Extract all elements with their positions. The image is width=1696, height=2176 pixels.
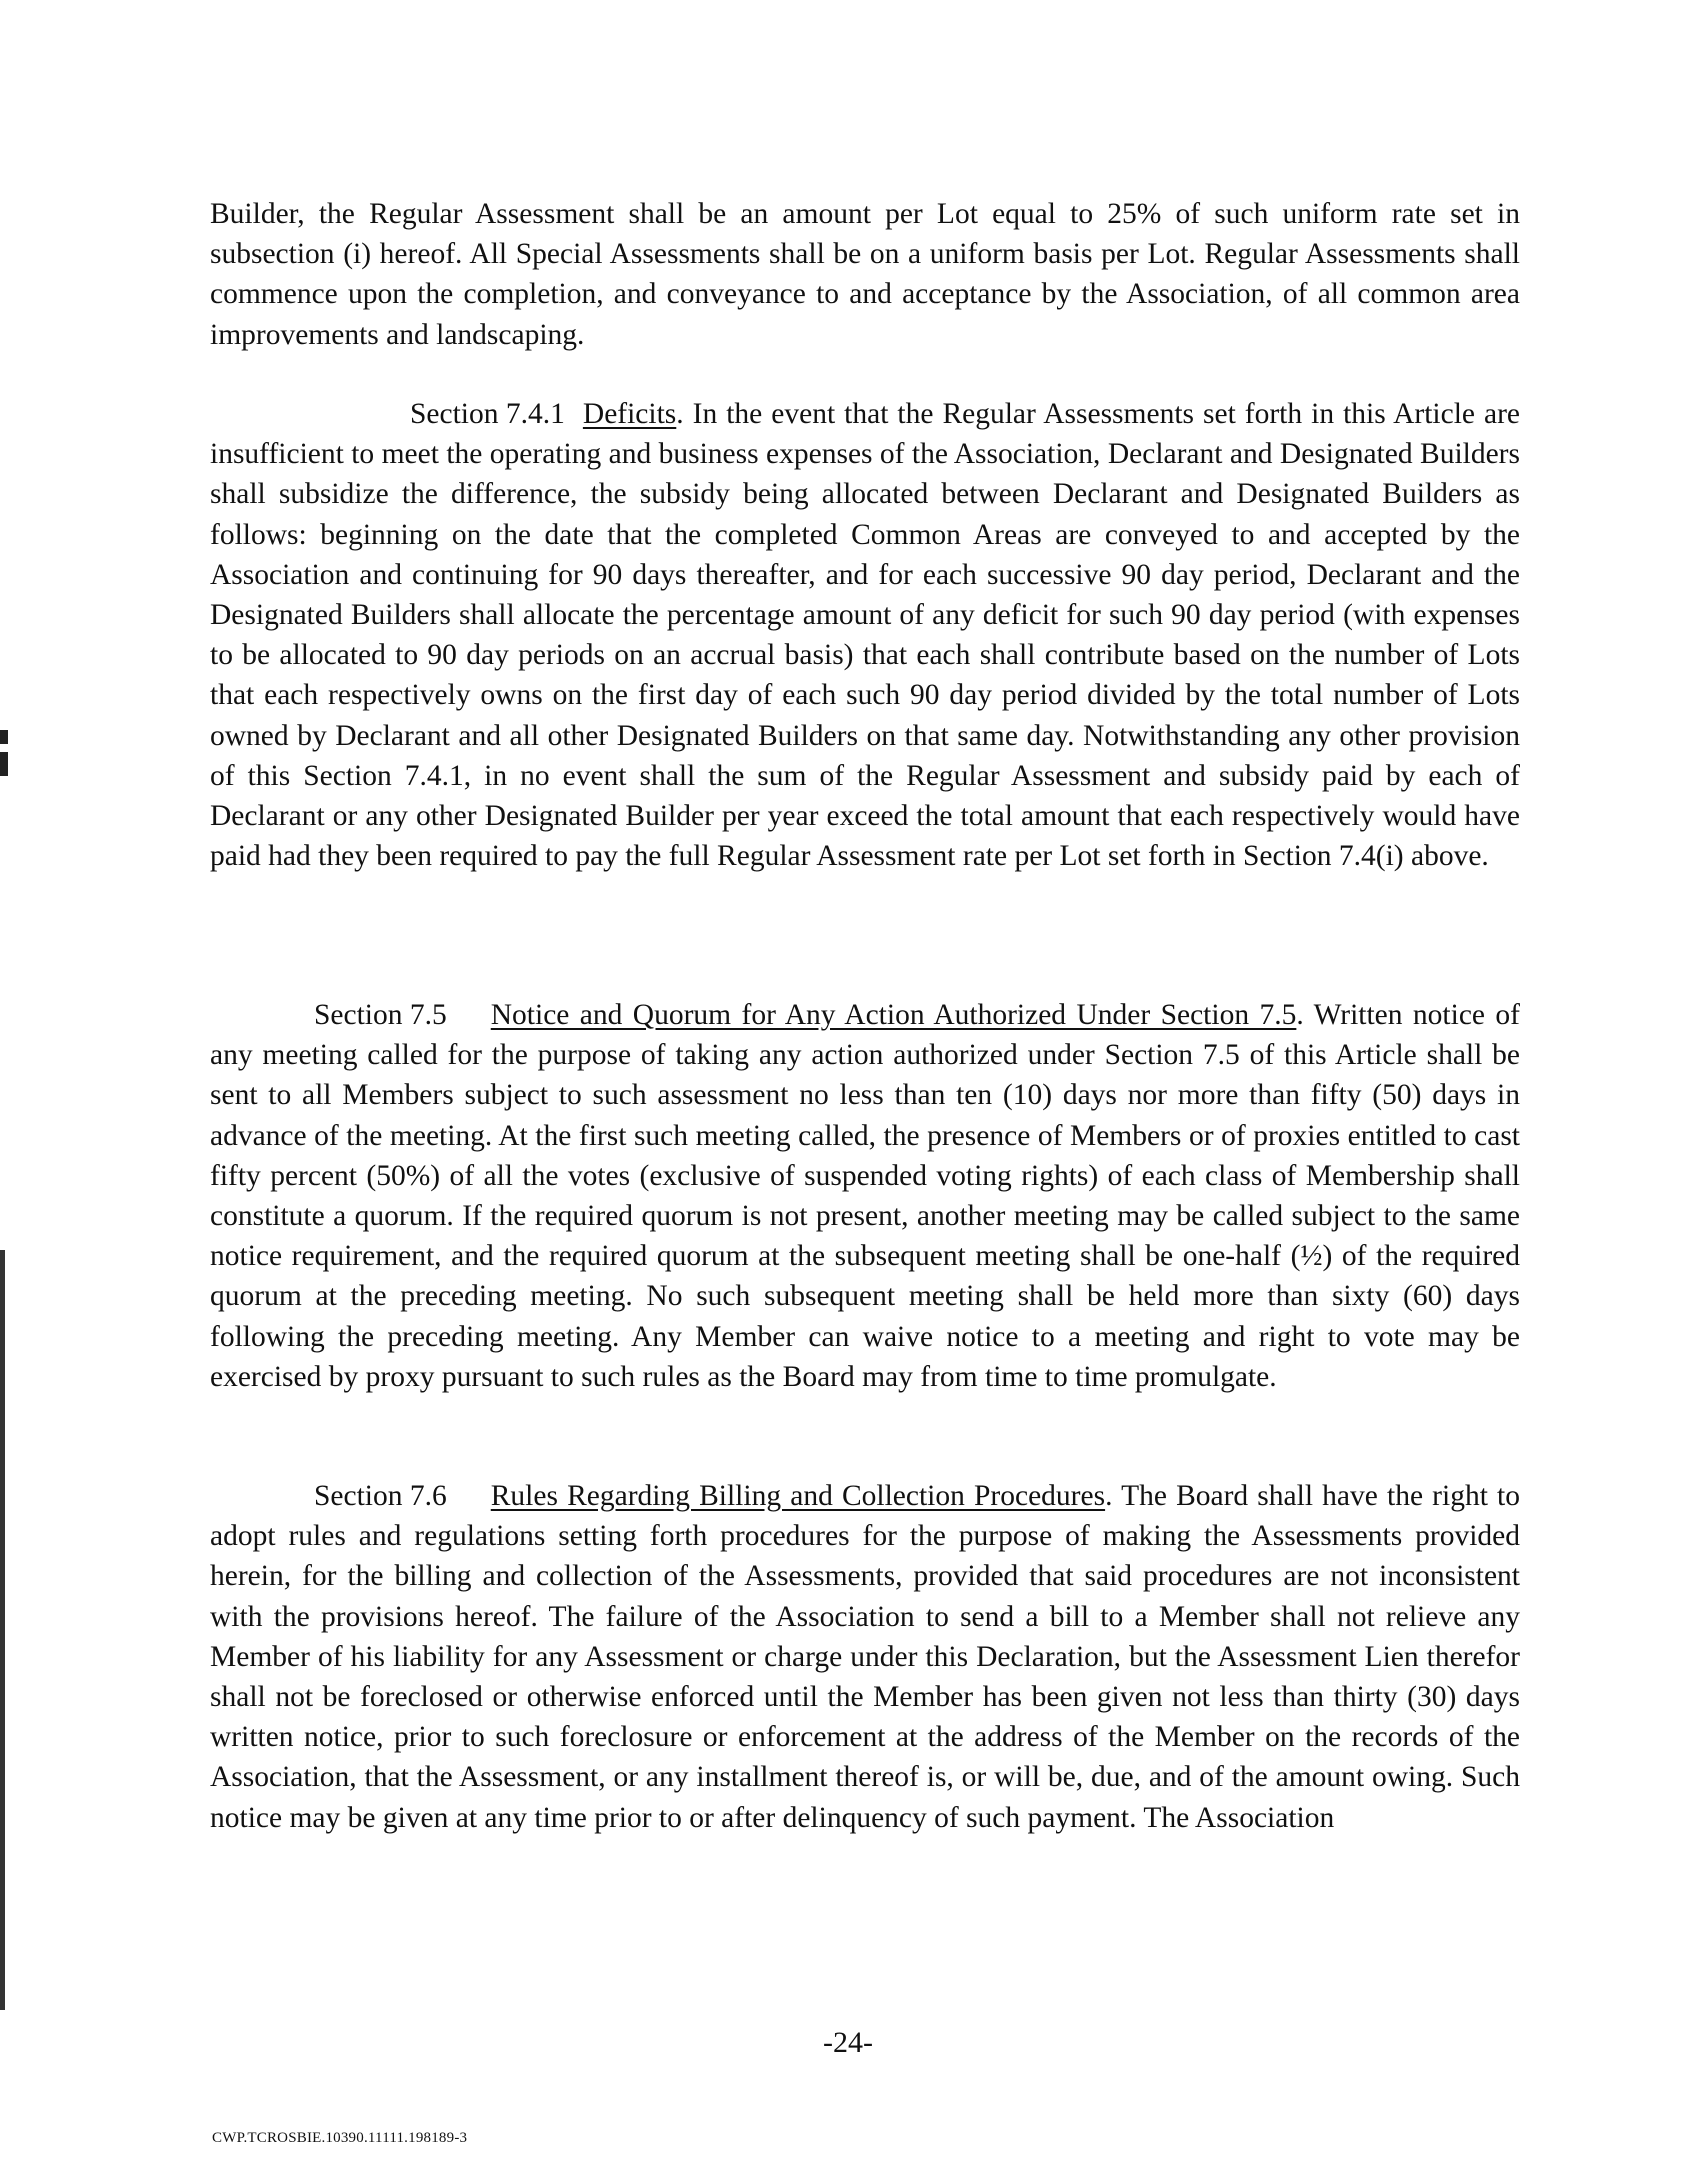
scan-edge-mark <box>0 1250 5 2010</box>
paragraph-text: . The Board shall have the right to adopt rules and regulations setting forth procedures for the purpose of making the Assessments provided herein, for the billing and collection of the Assessments, provided that said procedures are not inconsistent with the provisions hereof. The failure of the Association to send a bill to a Member shall not relieve any Member of his liability for any Assessment or charge under this Declaration, but the Assessment Lien therefor shall not be foreclosed or otherwise enforced until the Member has been given not less than thirty (30) days written notice, prior to such foreclosure or enforcement at the address of the Member on the records of the Association, that the Assessment, or any installment thereof is, or will be, due, and of the amount owing. Such notice may be given at any time prior to or after delinquency of such payment. The Association <box>210 1480 1520 1834</box>
scan-edge-mark <box>0 730 8 744</box>
section-number: Section 7.6 <box>314 1480 447 1512</box>
paragraph-text: Builder, the Regular Assessment shall be an amount per Lot equal to 25% of such uniform rate set in subsection (i) hereof. All Special Assessments shall be on a uniform basis per Lot. Regular Assessments shall commence upon the completion, and conveyance to and acceptance by the Association, of all common area improvements and landscaping. <box>210 198 1520 351</box>
paragraph-continuation <box>210 194 1520 355</box>
paragraph-text: . Written notice of any meeting called for the purpose of taking any action authorized under Section 7.5 of this Article shall be sent to all Members subject to such assessment no less than ten (10) days nor more than fifty (50) days in advance of the meeting. At the first such meeting called, the presence of Members or of proxies entitled to cast fifty percent (50%) of all the votes (exclusive of suspended voting rights) of each class of Membership shall constitute a quorum. If the required quorum is not present, another meeting may be called subject to the same notice requirement, and the required quorum at the subsequent meeting shall be one-half (½) of the required quorum at the preceding meeting. No such subsequent meeting shall be held more than sixty (60) days following the preceding meeting. Any Member can waive notice to a meeting and right to vote may be exercised by proxy pursuant to such rules as the Board may from time to time promulgate. <box>210 999 1520 1393</box>
section-heading: Notice and Quorum for Any Action Authorized Under Section 7.5 <box>490 999 1297 1031</box>
paragraph-text: . In the event that the Regular Assessments set forth in this Article are insufficient to meet the operating and business expenses of the Association, Declarant and Designated Builders shall subsidize the difference, the subsidy being allocated between Declarant and Designated Builders as follows: beginning on the date that the completed Common Areas are conveyed to and accepted by the Association and continuing for 90 days thereafter, and for each successive 90 day period, Declarant and the Designated Builders shall allocate the percentage amount of any deficit for such 90 day period (with expenses to be allocated to 90 day periods on an accrual basis) that each shall contribute based on the number of Lots that each respectively owns on the first day of each such 90 day period divided by the total number of Lots owned by Declarant and all other Designated Builders on that same day. Notwithstanding any other provision of this Section 7.4.1, in no event shall the sum of the Regular Assessment and subsidy paid by each of Declarant or any other Designated Builder per year exceed the total amount that each respectively would have paid had they been required to pay the full Regular Assessment rate per Lot set forth in Section 7.4(i) above. <box>210 398 1521 873</box>
scan-edge-mark <box>0 752 8 776</box>
section-heading: Deficits <box>582 398 677 430</box>
page-number: -24- <box>823 2026 873 2059</box>
section-number: Section 7.4.1 <box>410 398 565 430</box>
paragraph-section-7-4-1 <box>210 394 1520 876</box>
section-number: Section 7.5 <box>314 999 447 1031</box>
document-id: CWP.TCROSBIE.10390.11111.198189-3 <box>212 2130 468 2146</box>
paragraph-section-7-6 <box>210 1476 1520 1838</box>
paragraph-section-7-5 <box>210 995 1520 1397</box>
section-heading: Rules Regarding Billing and Collection Procedures <box>490 1480 1106 1512</box>
